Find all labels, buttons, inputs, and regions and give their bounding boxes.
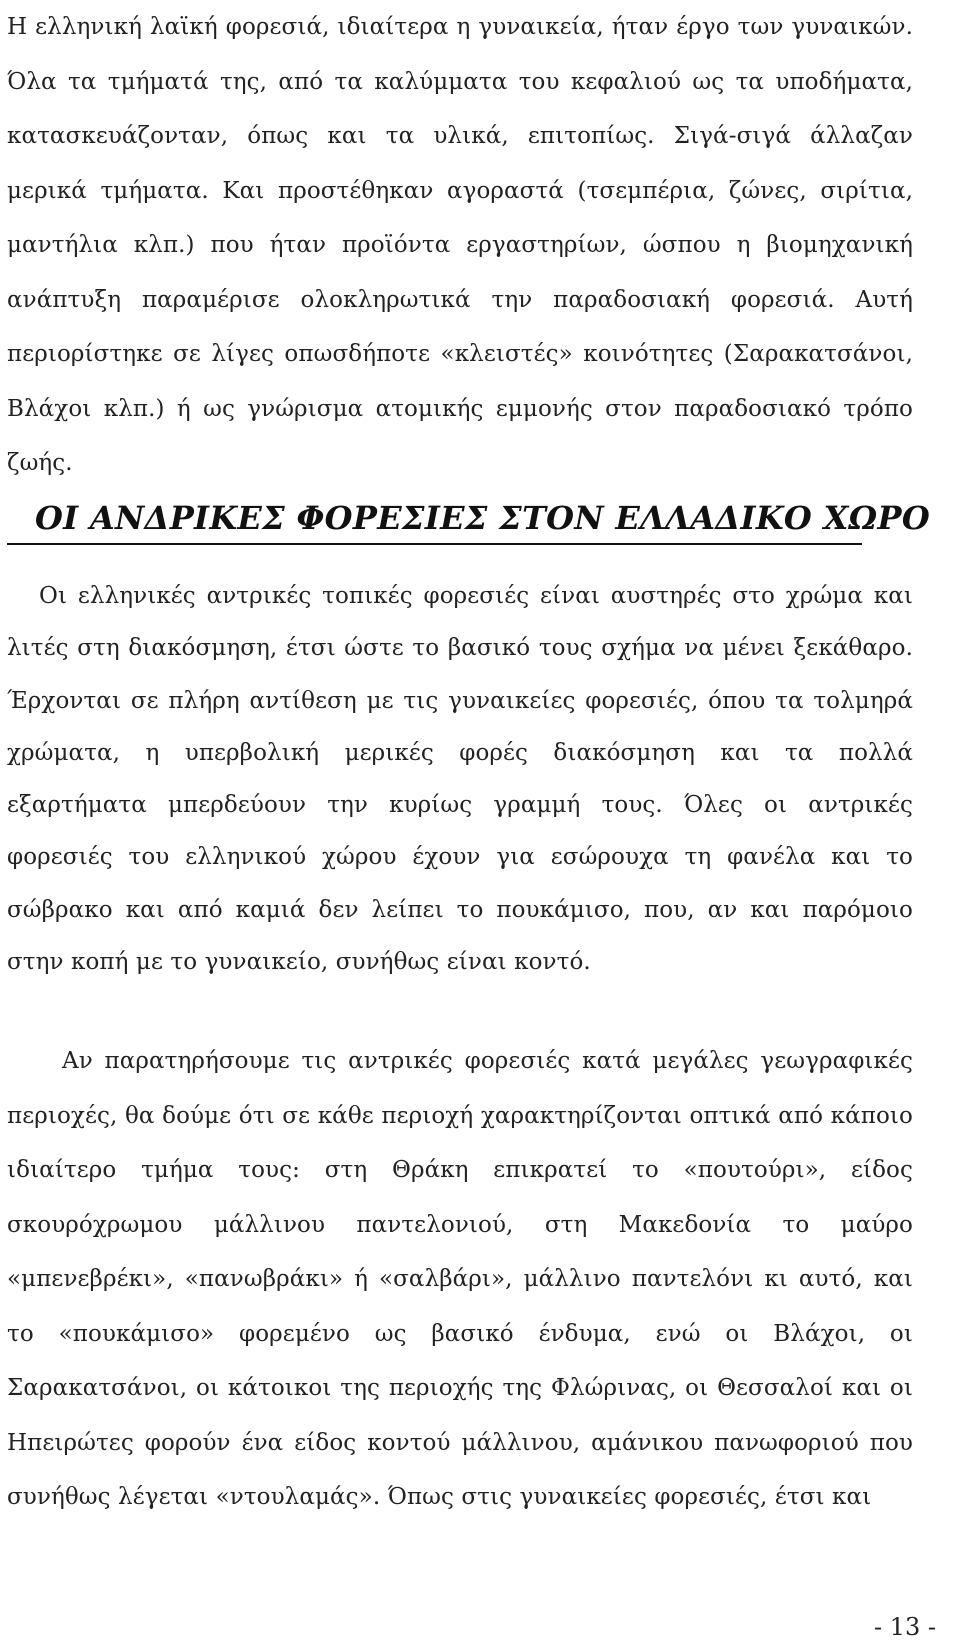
paragraph-intro: Η ελληνική λαϊκή φορεσιά, ιδιαίτερα η γυναικεία, ήταν έργο των γυναικών. Όλα τα τμήματά της, από τα καλύμματα του κεφαλιού ως τα υποδήματα, κατασκευάζονταν, όπως και τα υλικά, επιτοπίως. Σιγά-σιγά άλλαζαν μερικά τμήματα. Και προστέθηκαν αγοραστά (τσεμπέρια, ζώνες, σιρίτια, μαντήλια κλπ.) που ήταν προϊόντα εργαστηρίων, ώσπου η βιομηχανική ανάπτυξη παραμέρισε ολοκληρωτικά την παραδοσιακή φορεσιά. Αυτή περιορίστηκε σε λίγες οπωσδήποτε «κλειστές» κοινότητες (Σαρακατσάνοι, Βλάχοι κλπ.) ή ως γνώρισμα ατομικής εμμονής στον παραδοσιακό τρόπο ζωής. <box>7 14 913 476</box>
section-heading: ΟΙ ΑΝΔΡΙΚΕΣ ΦΟΡΕΣΙΕΣ ΣΤΟΝ ΕΛΛΑΔΙΚΟ ΧΩΡΟ <box>7 493 862 545</box>
paragraph-regions: Αν παρατηρήσουμε τις αντρικές φορεσιές κατά μεγάλες γεωγραφικές περιοχές, θα δούμε ότι σε κάθε περιοχή χαρακτηρίζονται οπτικά από κάποιο ιδιαίτερο τμήμα τους: στη Θράκη επικρατεί το «πουτούρι», είδος σκουρόχρωμου μάλλινου παντελονιού, στη Μακεδονία το μαύρο «μπενεβρέκι», «πανωβράκι» ή «σαλβάρι», μάλλινο παντελόνι κι αυτό, και το «πουκάμισο» φορεμένο ως βασικό ένδυμα, ενώ οι Βλάχοι, οι Σαρακατσάνοι, οι κάτοικοι της περιοχής της Φλώρινας, οι Θεσσαλοί και οι Ηπειρώτες φορούν ένα είδος κοντού μάλλινου, αμάνικου πανωφοριού που συνήθως λέγεται «ντουλαμάς». Όπως στις γυναικείες φορεσιές, έτσι και <box>7 1048 913 1510</box>
page-number: - 13 - <box>873 1613 936 1641</box>
paragraph-men-costumes: Οι ελληνικές αντρικές τοπικές φορεσιές είναι αυστηρές στο χρώμα και λιτές στη διακόσμηση, έτσι ώστε το βασικό τους σχήμα να μένει ξεκάθαρο. Έρχονται σε πλήρη αντίθεση με τις γυναικείες φορεσιές, όπου τα τολμηρά χρώματα, η υπερβολική μερικές φορές διακόσμηση και τα πολλά εξαρτήματα μπερδεύουν την κυρίως γραμμή τους. Όλες οι αντρικές φορεσιές του ελληνικού χώρου έχουν για εσώρουχα τη φανέλα και το σώβρακο και από καμιά δεν λείπει το πουκάμισο, που, αν και παρόμοιο στην κοπή με το γυναικείο, συνήθως είναι κοντό. <box>7 583 913 976</box>
